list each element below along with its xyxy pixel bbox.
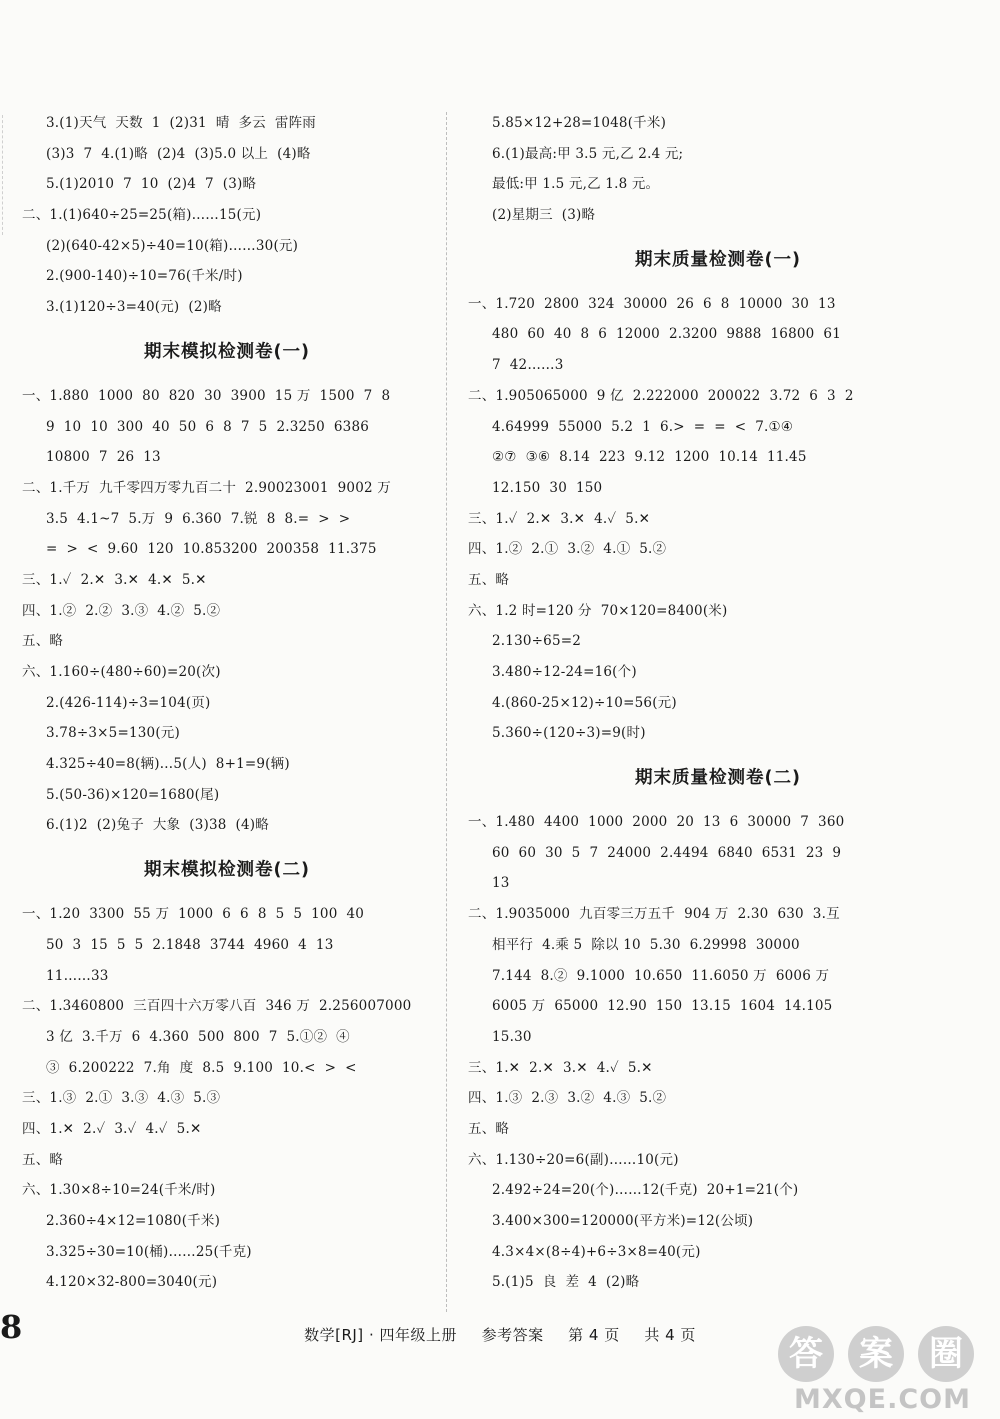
answer-line: 一、1.720 2800 324 30000 26 6 8 10000 30 13	[468, 295, 836, 312]
footer-dot: ·	[368, 1326, 375, 1344]
answer-line: 三、1.✓ 2.✕ 3.✕ 4.✓ 5.✕	[468, 510, 651, 527]
answer-line: 3.78÷3×5=130(元)	[46, 725, 180, 742]
footer-total: 共 4 页	[644, 1326, 696, 1344]
answer-line: 2.(900-140)÷10=76(千米/时)	[46, 268, 243, 285]
answer-line: 480 60 40 8 6 12000 2.3200 9888 16800 61	[492, 326, 842, 343]
answer-line: 5.(50-36)×120=1680(尾)	[46, 786, 220, 803]
footer-page: 第 4 页	[568, 1326, 620, 1344]
answer-line: 六、1.2 时=120 分 70×120=8400(米)	[468, 602, 728, 619]
answer-line: (3)3 7 4.(1)略 (2)4 (3)5.0 以上 (4)略	[46, 145, 311, 162]
answer-line: 四、1.③ 2.③ 3.② 4.③ 5.②	[468, 1090, 667, 1107]
answer-line: 四、1.② 2.① 3.② 4.① 5.②	[468, 541, 667, 558]
answer-line: 4.3×4×(8÷4)+6÷3×8=40(元)	[492, 1243, 701, 1260]
answer-line: 一、1.480 4400 1000 2000 20 13 6 30000 7 360	[468, 814, 845, 831]
answer-line: 二、1.3460800 三百四十六万零八百 346 万 2.256007000	[22, 998, 412, 1015]
answer-line: 二、1.千万 九千零四万零九百二十 2.90023001 9002 万	[22, 479, 391, 496]
footer-grade: 四年级上册	[379, 1326, 458, 1344]
watermark-glyph: 圈	[918, 1326, 974, 1382]
footer-subject: 数学[RJ]	[304, 1326, 364, 1344]
answer-line: 3.(1)天气 天数 1 (2)31 晴 多云 雷阵雨	[46, 115, 316, 131]
answer-line: 6.(1)最高:甲 3.5 元,乙 2.4 元;	[492, 145, 684, 162]
watermark-glyph: 答	[778, 1326, 834, 1382]
section-title: 期末质量检测卷(二)	[635, 768, 801, 789]
answer-line: 六、1.30×8÷10=24(千米/时)	[22, 1182, 216, 1199]
answer-column-left	[22, 108, 432, 1298]
answer-line: 四、1.✕ 2.✓ 3.✓ 4.✓ 5.✕	[22, 1120, 202, 1137]
page-number: 8	[0, 1308, 23, 1346]
answer-line: 二、1.9035000 九百零三万五千 904 万 2.30 630 3.互	[468, 906, 840, 923]
answer-line: 5.(1)2010 7 10 (2)4 7 (3)略	[46, 176, 257, 193]
answer-line: 5.(1)5 良 差 4 (2)略	[492, 1274, 640, 1291]
answer-line: 3.400×300=120000(平方米)=12(公顷)	[492, 1213, 754, 1229]
answer-line: 6005 万 65000 12.90 150 13.15 1604 14.105	[492, 998, 833, 1015]
answer-line: 二、1.(1)640÷25=25(箱)……15(元)	[22, 207, 262, 224]
answer-line: 4.(860-25×12)÷10=56(元)	[492, 694, 677, 711]
answer-line: ②⑦ ③⑥ 8.14 223 9.12 1200 10.14 11.45	[492, 449, 807, 466]
answer-line: 9 10 10 300 40 50 6 8 7 5 2.3250 6386	[46, 418, 370, 435]
answer-line: (2)(640-42×5)÷40=10(箱)……30(元)	[46, 237, 299, 254]
answer-line: 一、1.20 3300 55 万 1000 6 6 8 5 5 100 40	[22, 906, 365, 923]
answer-line: 六、1.160÷(480÷60)=20(次)	[22, 664, 221, 680]
answer-line: 相平行 4.乘 5 除以 10 5.30 6.29998 30000	[492, 936, 800, 953]
answer-line: 4.64999 55000 5.2 1 6.> = = < 7.①④	[492, 418, 794, 435]
answer-line: 五、略	[468, 571, 510, 588]
section-title: 期末质量检测卷(一)	[635, 249, 801, 270]
answer-line: 3.5 4.1~7 5.万 9 6.360 7.锐 8 8.= > >	[46, 510, 351, 527]
answer-line: 15.30	[492, 1028, 532, 1045]
answer-line: 最低:甲 1.5 元,乙 1.8 元。	[492, 176, 660, 193]
answer-line: 4.120×32-800=3040(元)	[46, 1274, 218, 1291]
answer-line: 12.150 30 150	[492, 479, 603, 496]
answer-line: 7 42……3	[492, 357, 564, 374]
answer-line: 三、1.✓ 2.✕ 3.✕ 4.✕ 5.✕	[22, 571, 207, 588]
answer-line: 3.325÷30=10(桶)……25(千克)	[46, 1243, 252, 1260]
answer-line: 五、略	[468, 1120, 510, 1137]
column-divider	[446, 112, 447, 1312]
answer-line: 4.325÷40=8(辆)…5(人) 8+1=9(辆)	[46, 756, 290, 773]
answer-line: 13	[492, 875, 510, 892]
answer-line: 3.(1)120÷3=40(元) (2)略	[46, 299, 222, 316]
answer-line: 2.130÷65=2	[492, 633, 582, 650]
answer-line: 二、1.905065000 9 亿 2.222000 200022 3.72 6 3 2	[468, 387, 854, 404]
footer-label: 参考答案	[481, 1326, 544, 1344]
answer-line: 2.(426-114)÷3=104(页)	[46, 694, 211, 711]
answer-column-right	[468, 108, 968, 1298]
answer-line: 6.(1)2 (2)兔子 大象 (3)38 (4)略	[46, 817, 269, 834]
answer-line: 三、1.✕ 2.✕ 3.✕ 4.✓ 5.✕	[468, 1059, 653, 1076]
answer-line: 3 亿 3.千万 6 4.360 500 800 7 5.①② ④	[46, 1028, 350, 1045]
answer-line: ③ 6.200222 7.角 度 8.5 9.100 10.< > <	[46, 1059, 357, 1076]
answer-line: 11……33	[46, 967, 109, 984]
answer-line: 2.492÷24=20(个)……12(千克) 20+1=21(个)	[492, 1182, 799, 1199]
answer-line: 六、1.130÷20=6(副)……10(元)	[468, 1151, 679, 1168]
edge-mark	[2, 115, 3, 235]
answer-line: 50 3 15 5 5 2.1848 3744 4960 4 13	[46, 936, 334, 953]
section-title: 期末模拟检测卷(二)	[144, 860, 310, 881]
answer-line: 五、略	[22, 633, 64, 650]
answer-line: 2.360÷4×12=1080(千米)	[46, 1213, 221, 1229]
answer-line: 5.85×12+28=1048(千米)	[492, 115, 667, 131]
answer-line: 60 60 30 5 7 24000 2.4494 6840 6531 23 9	[492, 844, 842, 861]
answer-line: (2)星期三 (3)略	[492, 207, 596, 224]
answer-line: 四、1.② 2.② 3.③ 4.② 5.②	[22, 602, 221, 619]
answer-line: = > < 9.60 120 10.853200 200358 11.375	[46, 541, 377, 558]
watermark-logo	[778, 1322, 996, 1417]
answer-line: 7.144 8.② 9.1000 10.650 11.6050 万 6006 万	[492, 967, 830, 984]
answer-line: 5.360÷(120÷3)=9(时)	[492, 725, 646, 742]
answer-line: 一、1.880 1000 80 820 30 3900 15 万 1500 7 8	[22, 387, 391, 404]
watermark-url: MXQE.COM	[794, 1384, 971, 1415]
answer-line: 三、1.③ 2.① 3.③ 4.③ 5.③	[22, 1090, 221, 1107]
answer-line: 五、略	[22, 1151, 64, 1168]
answer-line: 10800 7 26 13	[46, 449, 161, 466]
section-title: 期末模拟检测卷(一)	[144, 341, 310, 362]
answer-line: 3.480÷12-24=16(个)	[492, 664, 637, 680]
watermark-glyph: 案	[848, 1326, 904, 1382]
